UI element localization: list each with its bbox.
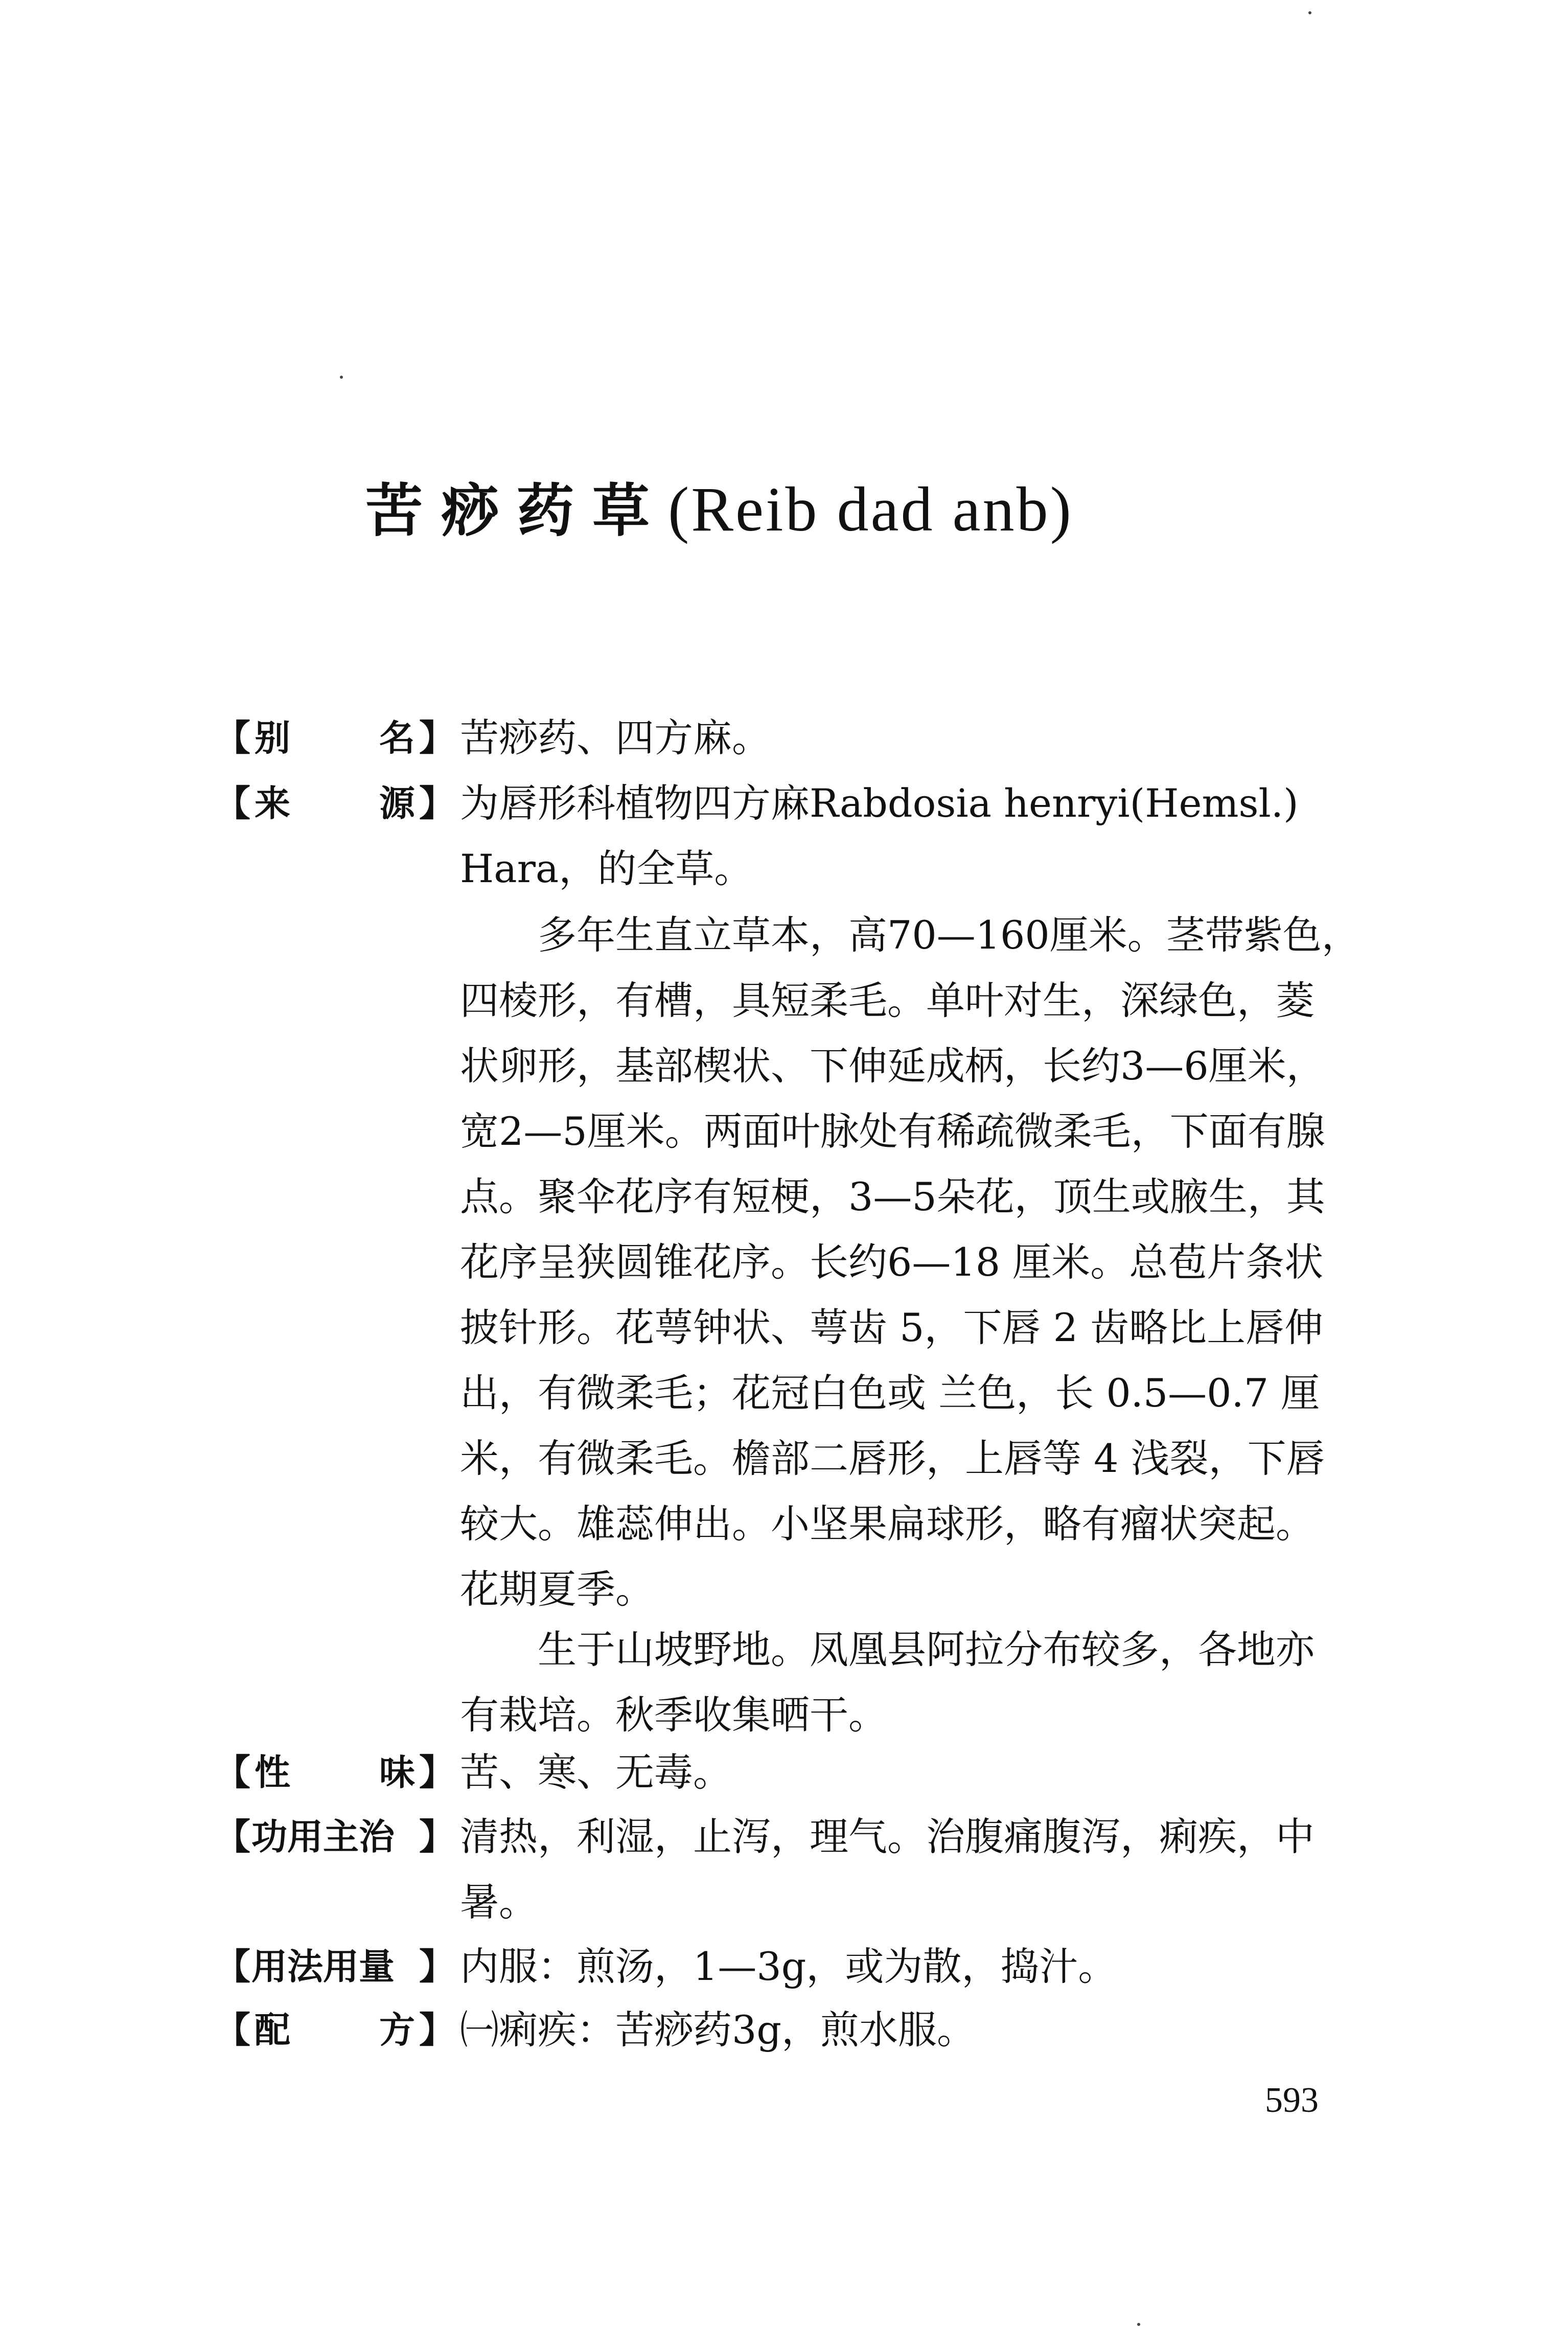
entry-source-label-right: 源 xyxy=(379,782,415,824)
scan-speck xyxy=(1308,11,1311,14)
herb-title-latin: (Reib dad anb) xyxy=(668,474,1073,544)
entry-alias-label-right: 名 xyxy=(379,717,415,759)
entry-function-label: 【 功用主治 】 xyxy=(215,1804,455,1870)
entry-formula-label-right: 方 xyxy=(379,2009,415,2051)
entry-function-label-text: 功用主治 xyxy=(251,1816,395,1858)
description-paragraph-1: 多年生直立草本，高70—160厘米。茎带紫色， 四棱形，有槽，具短柔毛。单叶对生，深绿色，菱 状卵形，基部楔状、下伸延成柄，长约3—6厘米， 宽2—5厘米。两面叶脉处有稀疏微柔毛，下面有腺 点。聚伞花序有短梗，3—5朵花，顶生或腋生，其 花序呈狭圆锥花序。长约6—18 厘米。总苞片条状 披针形。花萼钟状、萼齿 5，下唇 2 齿略比上唇伸 出，有微柔毛；花冠白色或 兰色，长 0.5—0.7 厘 米，有微柔毛。檐部二唇形，上唇等 4 浅裂，下唇 较大。雄蕊伸出。小坚果扁球形，略有瘤状突起。 花期夏季。 xyxy=(460,912,1361,1612)
entry-usage-label-text: 用法用量 xyxy=(251,1946,395,1988)
entry-alias-label-left: 别 xyxy=(255,717,290,759)
entry-function xyxy=(215,1804,1411,1935)
entry-nature-label-right: 味 xyxy=(379,1751,415,1793)
description-paragraph-2: 生于山坡野地。凤凰县阿拉分布较多，各地亦 有栽培。秋季收集晒干。 xyxy=(460,1627,1315,1738)
page-number: 593 xyxy=(1265,2081,1319,2120)
scan-speck xyxy=(1137,2323,1140,2326)
entry-source-label: 【 来 源 】 xyxy=(215,771,455,836)
entry-alias xyxy=(215,705,1411,771)
scan-speck xyxy=(340,376,343,379)
herb-title-chinese: 苦痧药草 xyxy=(365,478,668,544)
entry-formula-label-left: 配 xyxy=(255,2009,290,2051)
entry-source xyxy=(215,771,1411,902)
entry-nature xyxy=(215,1740,1411,1805)
entry-formula xyxy=(215,1997,1411,2063)
entry-source-text: 为唇形科植物四方麻Rabdosia henryi(Hemsl.) Hara，的全草。 xyxy=(460,780,1299,891)
entry-usage-text: 内服：煎汤，1—3g，或为散，捣汁。 xyxy=(460,1944,1117,1989)
entry-nature-label-left: 性 xyxy=(255,1751,290,1793)
entry-usage xyxy=(215,1934,1411,1999)
entry-formula-text: ㈠痢疾：苦痧药3g，煎水服。 xyxy=(460,2007,976,2053)
entry-alias-label: 【 别 名 】 xyxy=(215,705,455,771)
entry-usage-label: 【 用法用量 】 xyxy=(215,1934,455,1999)
entry-nature-label: 【 性 味 】 xyxy=(215,1740,455,1805)
herb-title xyxy=(365,474,1073,544)
entry-function-text: 清热，利湿，止泻，理气。治腹痛腹泻，痢疾，中 暑。 xyxy=(460,1814,1315,1925)
entry-nature-text: 苦、寒、无毒。 xyxy=(460,1749,732,1795)
entry-alias-text: 苦痧药、四方麻。 xyxy=(460,715,771,760)
entry-source-label-left: 来 xyxy=(255,782,290,824)
entry-formula-label: 【 配 方 】 xyxy=(215,1997,455,2063)
